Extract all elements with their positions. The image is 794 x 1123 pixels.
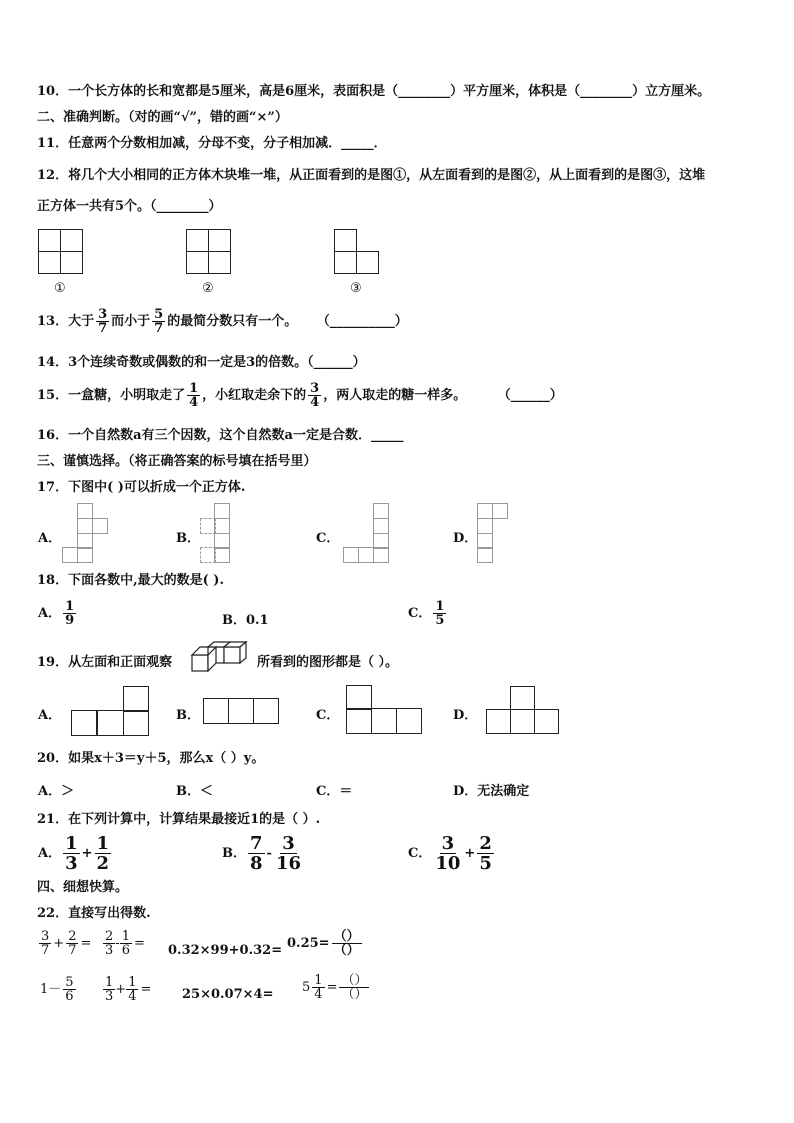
section-2-heading: 二、准确判断。（对的画“√”，错的画“×”） bbox=[37, 110, 288, 125]
q19-view-a bbox=[71, 686, 149, 736]
q17-option-b[interactable]: B． bbox=[176, 531, 200, 546]
q21-option-a[interactable]: A． $\frac{1}{3}$ + $\frac{1}{2}$ bbox=[38, 833, 110, 874]
question-16: 16．一个自然数a有三个因数，这个自然数a一定是合数．_____ bbox=[37, 428, 404, 443]
q19-option-c[interactable]: C． bbox=[316, 708, 340, 723]
question-11: 11．任意两个分数相加减，分母不变，分子相加减．_____． bbox=[37, 136, 387, 151]
question-21: 21．在下列计算中，计算结果最接近1的是（ ）. bbox=[37, 812, 321, 827]
q21-option-b[interactable]: B． $\frac{7}{8}$ - $\frac{3}{16}$ bbox=[222, 833, 301, 874]
q17-option-a[interactable]: A． bbox=[38, 531, 62, 546]
question-13: 13．大于 $\frac{3}{7}$ 而小于 $\frac{5}{7}$ 的最简分数只有一个。 （__________） bbox=[37, 307, 408, 336]
figure-label-3: ③ bbox=[350, 281, 362, 296]
q17-net-b bbox=[200, 503, 230, 563]
calc-expr-6: $\frac{1}{3}$ + $\frac{1}{4}$ = bbox=[105, 975, 152, 1004]
figure-left-view bbox=[186, 229, 232, 275]
q17-option-c[interactable]: C． bbox=[316, 531, 340, 546]
question-19-pre: 19．从左面和正面观察 bbox=[37, 655, 173, 670]
q20-option-b[interactable]: B．＜ bbox=[176, 784, 213, 799]
cube-stack-figure bbox=[188, 641, 254, 675]
figure-front-view bbox=[38, 229, 84, 275]
q19-view-c bbox=[346, 685, 422, 734]
q18-option-b[interactable]: B．0.1 bbox=[222, 613, 269, 628]
calc-expr-5: 1－ $\frac{5}{6}$ bbox=[40, 975, 74, 1004]
calc-expr-4: 0.25= $\frac{()}{()}$ bbox=[287, 929, 360, 958]
question-18: 18．下面各数中,最大的数是( ). bbox=[37, 573, 224, 588]
q20-option-a[interactable]: A．＞ bbox=[38, 784, 75, 799]
q17-net-d bbox=[477, 503, 507, 563]
question-10: 10．一个长方体的长和宽都是5厘米，高是6厘米，表面积是（________）平方厘米，体积是（________）立方厘米。 bbox=[37, 84, 711, 99]
q19-option-d[interactable]: D． bbox=[453, 708, 478, 723]
q18-option-c[interactable]: C． $\frac{1}{5}$ bbox=[408, 599, 445, 628]
calc-expr-8: 5 $\frac{1}{4}$ = $\frac{()}{()}$ bbox=[302, 973, 368, 1002]
question-19-post: 所看到的图形都是（ ）。 bbox=[257, 655, 399, 670]
question-12-line2: 正方体一共有5个。（________） bbox=[37, 199, 222, 214]
calc-expr-2: $\frac{2}{3}$ - $\frac{1}{6}$ = bbox=[105, 929, 145, 958]
figure-label-1: ① bbox=[54, 281, 66, 296]
question-12-line1: 12．将几个大小相同的正方体木块堆一堆，从正面看到的是图①，从左面看到的是图②，从上面看到的是图③，这堆 bbox=[37, 168, 706, 183]
question-17: 17．下图中( )可以折成一个正方体. bbox=[37, 480, 246, 495]
q20-option-c[interactable]: C．＝ bbox=[316, 784, 353, 799]
figure-top-view bbox=[334, 229, 380, 275]
calc-expr-3: 0.32×99+0.32= bbox=[168, 943, 283, 958]
q19-view-b bbox=[203, 698, 279, 724]
q20-option-d[interactable]: D．无法确定 bbox=[453, 784, 530, 799]
q17-net-c bbox=[343, 503, 389, 563]
question-14: 14．3个连续奇数或偶数的和一定是3的倍数。（______） bbox=[37, 355, 366, 370]
q17-net-a bbox=[62, 503, 108, 563]
figure-label-2: ② bbox=[202, 281, 214, 296]
q18-option-a[interactable]: A． $\frac{1}{9}$ bbox=[38, 599, 75, 628]
section-4-heading: 四、细想快算。 bbox=[37, 880, 129, 895]
calc-expr-7: 25×0.07×4= bbox=[182, 987, 274, 1002]
q19-option-b[interactable]: B． bbox=[176, 708, 200, 723]
section-3-heading: 三、谨慎选择。（将正确答案的标号填在括号里） bbox=[37, 454, 317, 469]
q17-option-d[interactable]: D． bbox=[453, 531, 478, 546]
question-20: 20．如果x＋3＝y＋5，那么x（ ）y。 bbox=[37, 751, 265, 766]
q21-option-c[interactable]: C． $\frac{3}{10}$ + $\frac{2}{5}$ bbox=[408, 833, 492, 874]
calc-expr-1: $\frac{3}{7}$ + $\frac{2}{7}$ = bbox=[41, 929, 92, 958]
q19-view-d bbox=[486, 686, 560, 734]
question-15: 15．一盒糖，小明取走了 $\frac{1}{4}$ ，小红取走余下的 $\frac{3}{4}$ ，两人取走的糖一样多。 （______） bbox=[37, 381, 563, 410]
question-22: 22．直接写出得数. bbox=[37, 906, 151, 921]
q19-option-a[interactable]: A． bbox=[38, 708, 62, 723]
